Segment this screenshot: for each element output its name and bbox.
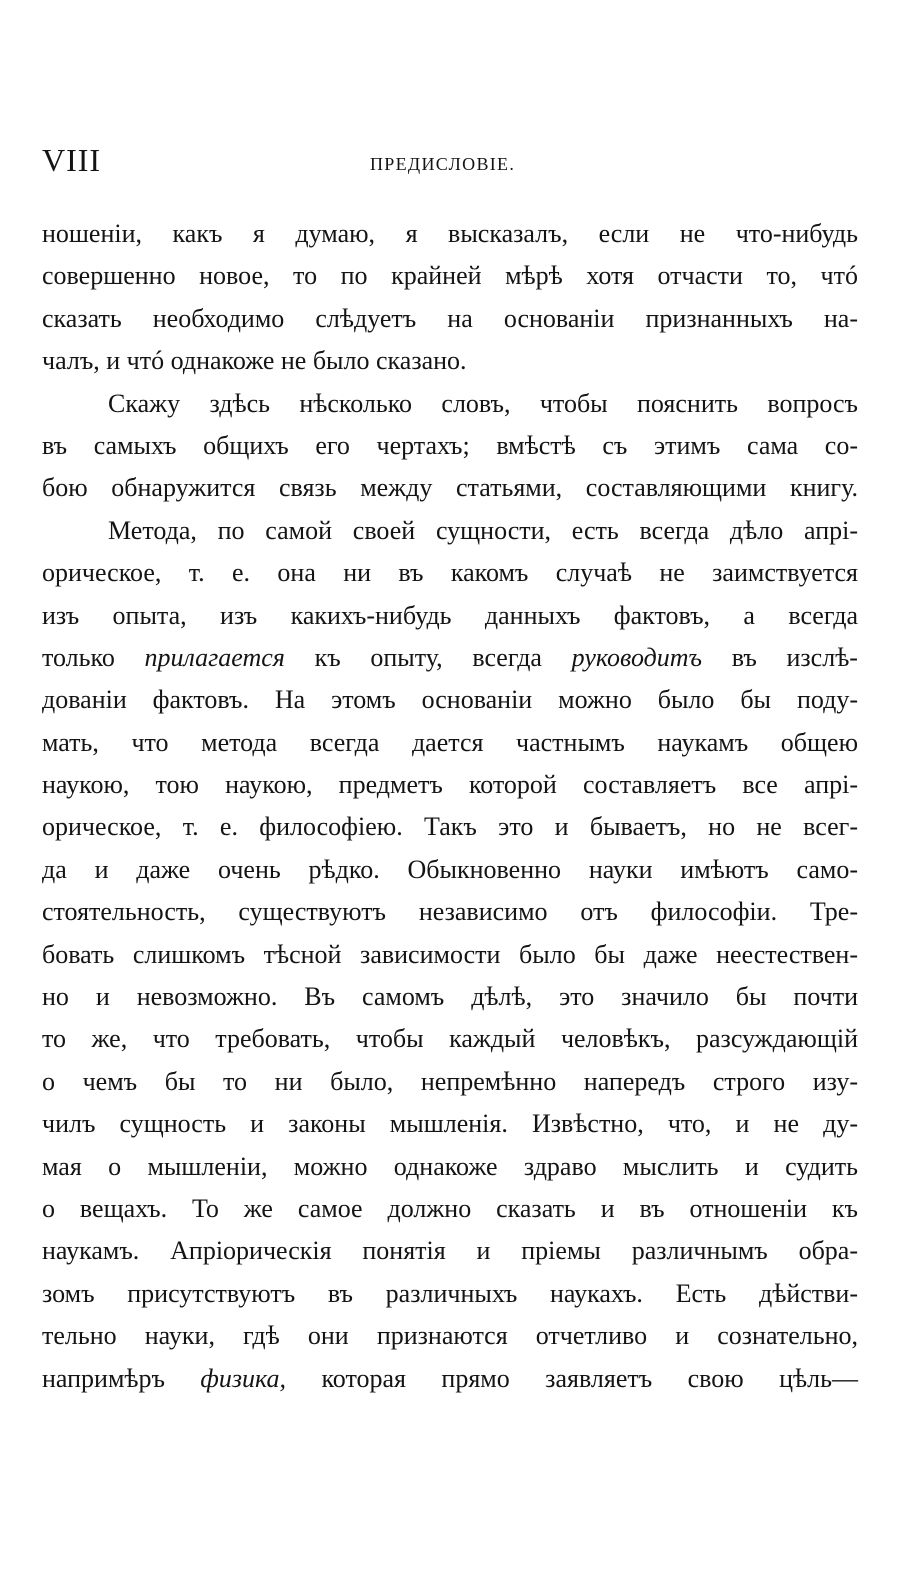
text-line: мать, что метода всегда дается частнымъ наукамъ общею [42,727,858,757]
text-line: орическое, т. е. философіею. Такъ это и бываетъ, но не всег- [42,812,858,842]
italic-emphasis: физика, [200,1363,287,1393]
text-line: тельно науки, гдѣ они признаются отчетливо и сознательно, [42,1321,858,1351]
italic-emphasis: руководитъ [571,642,703,672]
text-line: бовать слишкомъ тѣсной зависимости было бы даже неестествен- [42,939,858,969]
text-line [42,1358,858,1400]
text-line: о вещахъ. То же самое должно сказать и въ отношеніи къ [42,1193,858,1223]
text-line: орическое, т. е. она ни въ какомъ случаѣ не заимствуется [42,558,858,588]
text-line: но и невозможно. Въ самомъ дѣлѣ, это значило бы почти [42,982,858,1012]
text-line: изъ опыта, изъ какихъ-нибудь данныхъ фактовъ, а всегда [42,600,858,630]
text-line: дованіи фактовъ. На этомъ основаніи можно было бы поду- [42,685,858,715]
text-line: чилъ сущность и законы мышленія. Извѣстно, что, и не ду- [42,1109,858,1139]
text-line: чалъ, и чтó однакоже не было сказано. [42,346,467,376]
text-line: наукамъ. Апріорическія понятія и пріемы различнымъ обра- [42,1236,858,1266]
running-title: ПРЕДИСЛОВІЕ. [370,154,516,174]
page-body [42,213,858,1400]
paragraph [42,383,858,510]
text-line: то же, что требовать, чтобы каждый человѣкъ, разсуждающій [42,1024,858,1054]
paragraph [42,213,858,383]
text-line: сказать необходимо слѣдуетъ на основаніи признанныхъ на- [42,303,858,333]
text-line: мая о мышленіи, можно однакоже здраво мыслить и судить [42,1151,858,1181]
text-line: Скажу здѣсь нѣсколько словъ, чтобы пояснить вопросъ [108,388,858,418]
italic-emphasis: прилагается [144,642,285,672]
text-line: Метода, по самой своей сущности, есть всегда дѣло апрі- [108,515,858,545]
text-line: зомъ присутствуютъ въ различныхъ наукахъ. Есть дѣйстви- [42,1278,858,1308]
text-line: наукою, тою наукою, предметъ которой составляетъ все апрі- [42,770,858,800]
text-segment: въ изслѣ- [702,642,858,672]
text-segment: только [42,642,145,672]
text-line: ношеніи, какъ я думаю, я высказалъ, если не что-нибудь [42,219,858,248]
text-line [42,637,858,679]
paragraph [42,510,858,1400]
text-segment: которая прямо заявляетъ свою цѣль— [286,1363,858,1393]
text-line: стоятельность, существуютъ независимо отъ философіи. Тре- [42,897,858,927]
text-segment: къ опыту, всегда [284,642,572,672]
text-line: совершенно новое, то по крайней мѣрѣ хотя отчасти то, чтó [42,261,858,291]
text-segment: напримѣръ [42,1363,201,1393]
text-line: о чемъ бы то ни было, непремѣнно напередъ строго изу- [42,1066,858,1096]
page-number: VIII [42,142,102,178]
text-line: бою обнаружится связь между статьями, составляющими книгу. [42,473,858,503]
text-line: да и даже очень рѣдко. Обыкновенно науки имѣютъ само- [42,854,858,884]
text-line: въ самыхъ общихъ его чертахъ; вмѣстѣ съ этимъ сама со- [42,430,858,460]
